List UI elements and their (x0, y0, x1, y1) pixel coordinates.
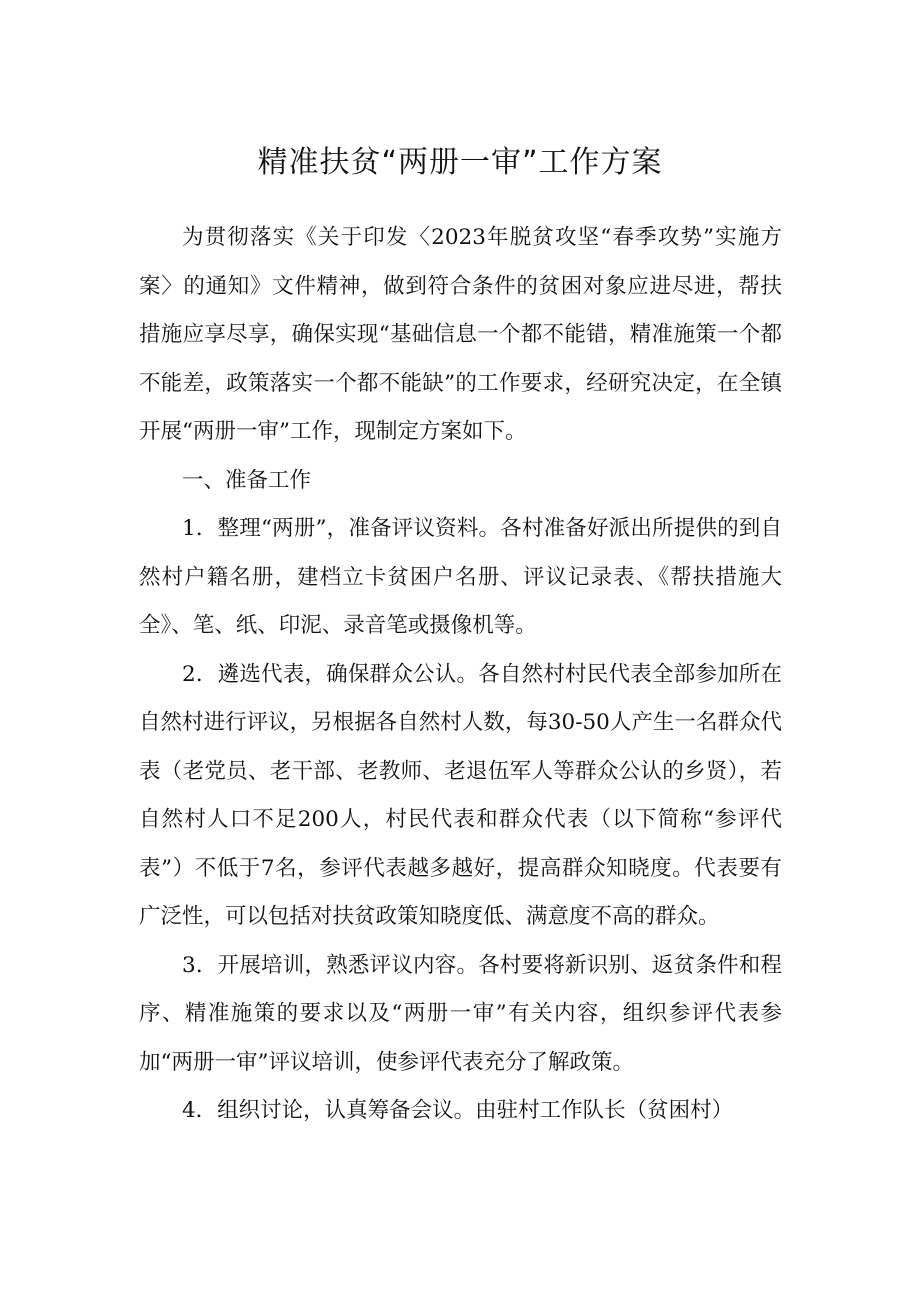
list-item: 4．组织讨论，认真筹备会议。由驻村工作队长（贫困村） (182, 1098, 734, 1123)
list-item: 3．开展培训，熟悉评议内容。各村要将新识别、返贫条件和程序、精准施策的要求以及“两册一审”有关内容，组织参评代表参加“两册一审”评议培训，使参评代表充分了解政策。 (139, 952, 782, 1075)
document-body (139, 214, 782, 1136)
list-item: 1．整理“两册”，准备评议资料。各村准备好派出所提供的到自然村户籍名册，建档立卡贫困户名册、评议记录表、《帮扶措施大全》、笔、纸、印泥、录音笔或摄像机等。 (139, 516, 782, 638)
document-title: 精准扶贫“两册一审”工作方案 (257, 145, 663, 180)
list-item: 2．遴选代表，确保群众公认。各自然村村民代表全部参加所在自然村进行评议，另根据各自然村人数，每30-50人产生一名群众代表（老党员、老干部、老教师、老退伍军人等群众公认的乡贤），若自然村人口不足200人，村民代表和群众代表（以下简称“参评代表”）不低于7名，参评代表越多越好，提高群众知晓度。代表要有广泛性，可以包括对扶贫政策知晓度低、满意度不高的群众。 (139, 661, 782, 929)
section-heading: 一、准备工作 (182, 467, 312, 493)
intro-paragraph: 为贯彻落实《关于印发〈2023年脱贫攻坚“春季攻势”实施方案〉的通知》文件精神，做到符合条件的贫困对象应进尽进，帮扶措施应享尽享，确保实现“基础信息一个都不能错，精准施策一个都不能差，政策落实一个都不能缺”的工作要求，经研究决定，在全镇开展“两册一审”工作，现制定方案如下。 (139, 225, 782, 444)
